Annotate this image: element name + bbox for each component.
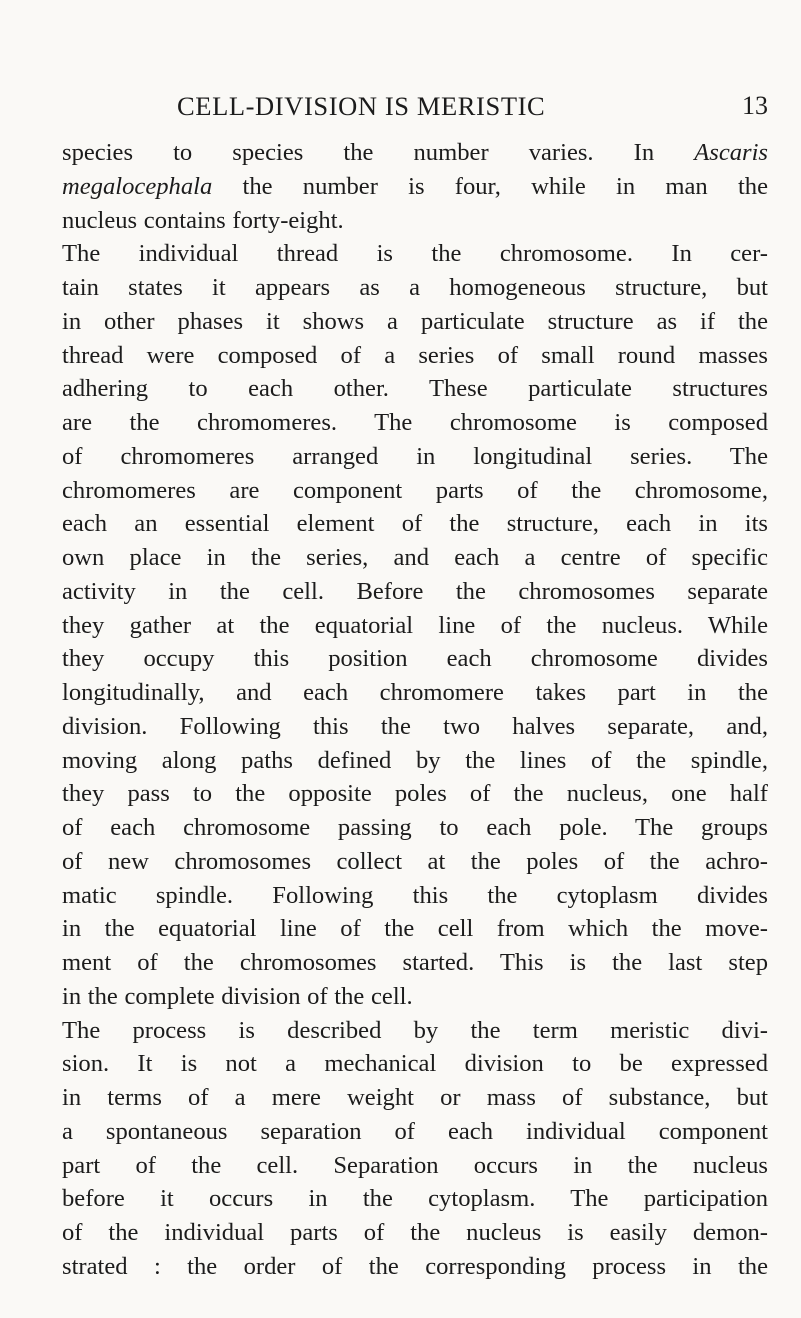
text-line-part: sion. It is not a mechanical division to be expressed <box>62 1050 768 1078</box>
text-line-part: nucleus contains forty-eight. <box>62 206 344 234</box>
text-line-part: moving along paths defined by the lines of the spindle, <box>62 746 768 774</box>
text-line <box>62 541 768 575</box>
text-line-part: before it occurs in the cytoplasm. The participation <box>62 1185 768 1213</box>
text-line-part: The process is described by the term meristic divi- <box>62 1016 768 1044</box>
text-line <box>62 170 768 204</box>
text-line <box>62 1081 768 1115</box>
text-line <box>62 845 768 879</box>
text-line <box>62 1115 768 1149</box>
text-line-part: in the equatorial line of the cell from which the move- <box>62 915 768 943</box>
text-line-part: of each chromosome passing to each pole. The groups <box>62 814 768 841</box>
page-number: 13 <box>742 91 768 120</box>
text-line <box>62 406 768 440</box>
text-line <box>62 136 768 170</box>
text-line-part: of new chromosomes collect at the poles of the achro- <box>62 847 768 875</box>
text-line-part: species to species the number varies. In <box>62 139 695 166</box>
running-title: CELL-DIVISION IS MERISTIC <box>177 91 546 121</box>
text-line <box>62 237 768 271</box>
text-line <box>62 372 768 406</box>
text-line-part: thread were composed of a series of small round masses <box>62 341 768 369</box>
text-line <box>62 474 768 508</box>
text-line <box>62 1182 768 1216</box>
text-line <box>62 811 768 845</box>
text-line-part: in terms of a mere weight or mass of substance, but <box>62 1084 768 1111</box>
text-line-part: strated : the order of the corresponding process in the <box>62 1252 768 1280</box>
italic-term: Ascaris <box>694 139 768 166</box>
italic-term: megalocephala <box>62 172 213 200</box>
text-line-part: of the individual parts of the nucleus is easily demon- <box>62 1219 768 1246</box>
text-line-part: own place in the series, and each a centre of specific <box>62 544 768 571</box>
text-line-part: a spontaneous separation of each individual component <box>62 1117 768 1145</box>
text-line-part: they pass to the opposite poles of the nucleus, one half <box>62 780 768 808</box>
text-line <box>62 676 768 710</box>
text-line-part: tain states it appears as a homogeneous structure, but <box>62 274 768 301</box>
text-line <box>62 507 768 541</box>
text-line-part: adhering to each other. These particulate structures <box>62 375 768 403</box>
text-line <box>62 305 768 339</box>
text-line-part: they occupy this position each chromosome divides <box>62 645 768 673</box>
text-line <box>62 339 768 373</box>
text-line <box>62 777 768 811</box>
text-line-part: ment of the chromosomes started. This is the last step <box>62 949 768 976</box>
text-line-part: longitudinally, and each chromomere takes part in the <box>62 679 768 706</box>
text-line-part: matic spindle. Following this the cytoplasm divides <box>62 881 768 909</box>
text-line <box>62 440 768 474</box>
text-line <box>62 912 768 946</box>
text-line <box>62 879 768 913</box>
text-line-part: they gather at the equatorial line of the nucleus. While <box>62 611 768 639</box>
body-text <box>62 136 768 1284</box>
text-line-part: in other phases it shows a particulate structure as if the <box>62 307 768 335</box>
text-line <box>62 744 768 778</box>
text-line <box>62 946 768 980</box>
text-line <box>62 271 768 305</box>
running-head <box>62 86 768 126</box>
text-line <box>62 204 768 238</box>
text-line-part: chromomeres are component parts of the chromosome, <box>62 476 768 504</box>
text-line <box>62 1149 768 1183</box>
text-line-part: of chromomeres arranged in longitudinal series. The <box>62 442 768 470</box>
text-line <box>62 1250 768 1284</box>
text-line <box>62 1216 768 1250</box>
text-line-part: activity in the cell. Before the chromosomes separate <box>62 577 768 605</box>
text-line-part: each an essential element of the structure, each in its <box>62 510 768 538</box>
text-line <box>62 1047 768 1081</box>
text-line <box>62 980 768 1014</box>
text-line-part: in the complete division of the cell. <box>62 982 413 1010</box>
text-line <box>62 1014 768 1048</box>
text-line <box>62 710 768 744</box>
text-line-part: part of the cell. Separation occurs in the nucleus <box>62 1151 768 1179</box>
text-line <box>62 609 768 643</box>
text-line <box>62 642 768 676</box>
text-line-part: the number is four, while in man the <box>212 172 768 200</box>
text-line <box>62 575 768 609</box>
text-line-part: are the chromomeres. The chromosome is composed <box>62 409 768 436</box>
text-line-part: The individual thread is the chromosome. In cer- <box>62 240 768 268</box>
text-line-part: division. Following this the two halves separate, and, <box>62 712 768 740</box>
